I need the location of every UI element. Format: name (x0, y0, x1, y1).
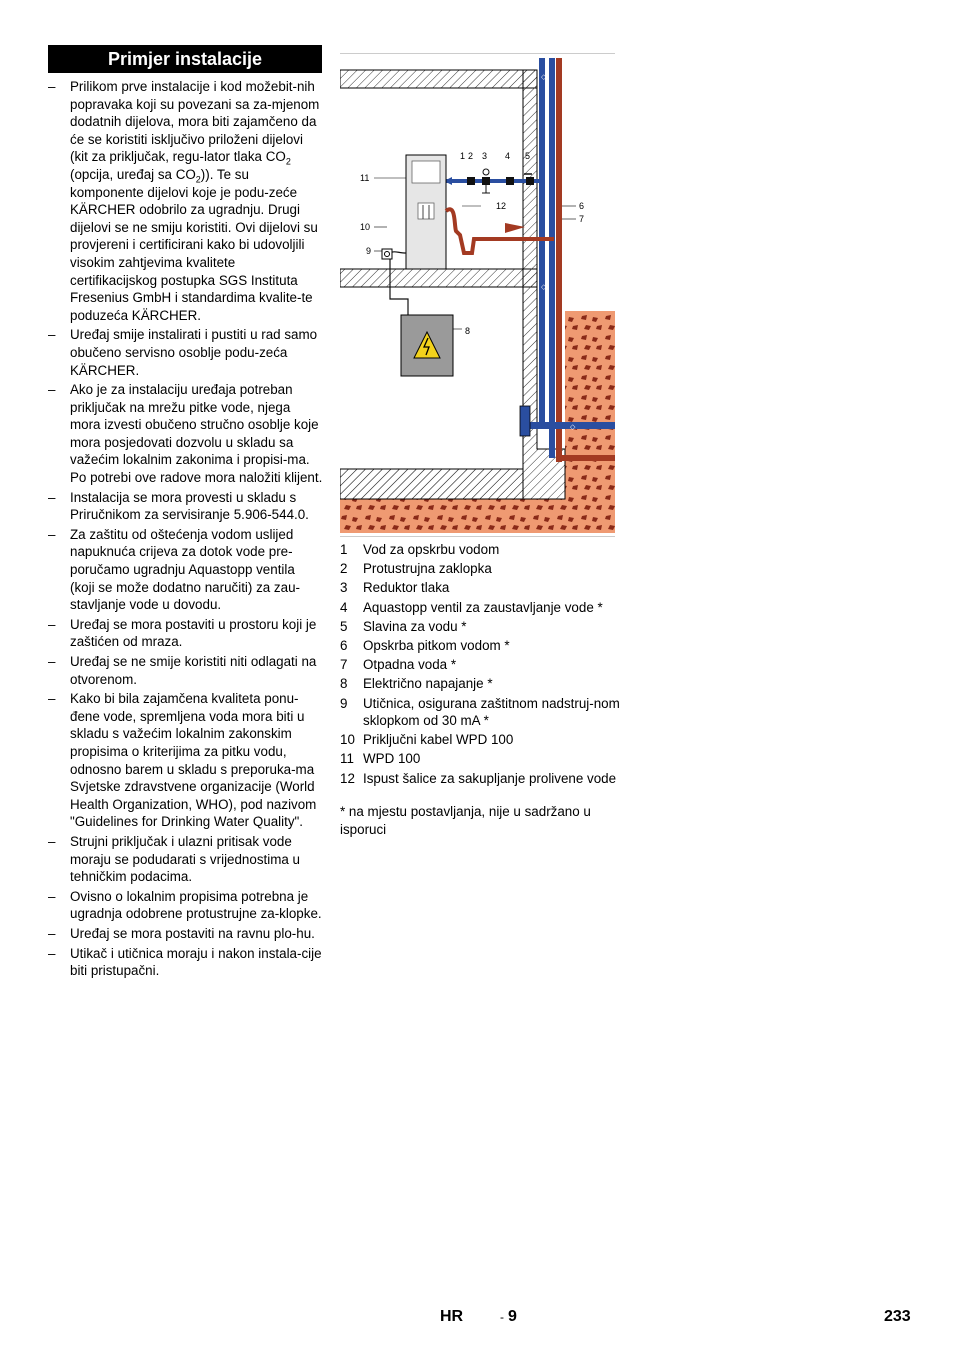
list-item (340, 656, 620, 674)
requirements-list (48, 78, 323, 982)
list-item-text: Ovisno o lokalnim propisima potrebna je ugradnja odobrene protustrujne za-klopke. (70, 888, 322, 922)
callout-9: 9 (366, 246, 372, 256)
legend-text: Priključni kabel WPD 100 (363, 732, 514, 748)
list-item (48, 616, 323, 651)
list-item (48, 78, 323, 324)
list-item-text: Uređaj smije instalirati i pustiti u rad samo obučeno servisno osoblje podu-zeća KÄRCHER. (70, 327, 318, 378)
list-item-text: Instalacija se mora provesti u skladu s Priručnikom za servisiranje 5.906-544.0. (70, 489, 309, 523)
list-item-text: Za zaštitu od oštećenja vodom uslijed napuknuća crijeva za dotok vode pre-poručamo ugradnju Aquastopp ventila (koji se može dodatno naručiti) za zau-stavljanje vode u dovodu. (70, 526, 300, 613)
callout-1: 1 (460, 151, 466, 161)
legend-text: Reduktor tlaka (363, 580, 450, 596)
list-item (340, 695, 620, 730)
list-item (340, 770, 620, 788)
flow-arrow: ◇ (541, 284, 547, 291)
callout-2: 2 (468, 151, 474, 161)
section-page (500, 1308, 517, 1326)
legend-number: 10 (340, 732, 355, 748)
legend-number: 5 (340, 618, 348, 634)
list-item (48, 925, 323, 943)
diagram-legend (340, 541, 620, 838)
callout-7: 7 (579, 214, 585, 224)
legend-text: Slavina za vodu * (363, 618, 467, 634)
list-item-text: Uređaj se ne smije koristiti niti odlagati na otvorenom. (70, 654, 317, 687)
flow-arrow: ◇ (541, 74, 547, 81)
callout-10: 10 (360, 222, 371, 232)
bullet-dash: – (48, 616, 56, 632)
water-tap (526, 177, 534, 185)
list-item-text: Strujni priključak i ulazni pritisak vode moraju se podudarati s vrijednostima u tehničkim podacima. (70, 833, 300, 885)
legend-text: Opskrba pitkom vodom * (363, 637, 510, 653)
bullet-dash: – (48, 382, 56, 398)
legend-number: 7 (340, 657, 348, 673)
bullet-dash: – (48, 833, 56, 849)
legend-text: Protustrujna zaklopka (363, 561, 492, 577)
list-item (48, 945, 323, 980)
callout-3: 3 (482, 151, 488, 161)
list-item (48, 489, 323, 524)
legend-text: Utičnica, osigurana zaštitnom nadstruj-nom sklopkom od 30 mA * (363, 695, 620, 729)
bullet-dash: – (48, 526, 56, 542)
language-code: HR (440, 1308, 464, 1325)
bottom-slab (340, 469, 523, 499)
legend-number: 6 (340, 637, 348, 653)
list-item-text: Uređaj se mora postaviti u prostoru koji je zaštićen od mraza. (70, 616, 317, 650)
section-title: Primjer instalacije (48, 45, 322, 73)
list-item (340, 750, 620, 768)
bullet-dash: – (48, 327, 56, 343)
legend-number: 4 (340, 599, 348, 615)
water-supply-pipe (539, 58, 545, 428)
bullet-dash: – (48, 888, 56, 904)
waste-water-pipe (556, 455, 615, 461)
list-item (48, 381, 323, 487)
list-item-text: Kako bi bila zajamčena kvaliteta ponu-đene vode, spremljena voda mora biti u skladu s važećim lokalnim zakonskim propisima o kriterijima za pitku vodu, odnosno barem u skladu s preporuka-ma Svjetske zdravstvene organizacije (World Health Organization, WHO), pod nazivom "Guidelines for Drinking Water Quality". (70, 691, 317, 830)
water-supply-pipe (549, 58, 555, 458)
list-item-text: (opcija, uređaj sa CO (70, 166, 196, 182)
legend-number: 2 (340, 561, 348, 577)
list-item (340, 731, 620, 749)
footnote: * na mjestu postavljanja, nije u sadržano u isporuci (340, 804, 591, 837)
flow-arrow: ◇ (570, 424, 576, 431)
legend-text: Aquastopp ventil za zaustavljanje vode * (363, 599, 603, 615)
wpd100-panel (412, 161, 440, 183)
soil-bottom (340, 499, 615, 533)
list-item (48, 690, 323, 831)
legend-text: Električno napajanje * (363, 676, 493, 692)
aquastop-valve (506, 177, 514, 185)
list-item (48, 326, 323, 379)
water-supply-pipe (522, 422, 615, 429)
list-item (340, 541, 620, 559)
flow-arrow (505, 223, 525, 233)
legend-number: 9 (340, 695, 348, 711)
page-number: 233 (884, 1308, 911, 1325)
list-item (48, 833, 323, 886)
legend-text: WPD 100 (363, 751, 421, 767)
legend-text: Vod za opskrbu vodom (363, 542, 500, 557)
list-item (340, 675, 620, 693)
bullet-dash: – (48, 925, 56, 941)
bullet-dash: – (48, 79, 56, 94)
section-page-number: 9 (508, 1308, 517, 1325)
list-item (340, 599, 620, 617)
list-item-text: Ako je za instalaciju uređaja potreban priključak na mrežu pitke vode, njega mora izvesti obučeno stručno osoblje koje mora posjedovati dozvolu u skladu sa važećim lokalnim zakonima i propisi-ma. Po potrebi ove radove mora naložiti klijent. (70, 382, 323, 486)
subscript: 2 (285, 157, 291, 168)
page-dash: - (500, 1310, 504, 1324)
callout-8: 8 (465, 326, 471, 336)
pressure-reducer-gauge (483, 169, 489, 175)
legend-number: 12 (340, 770, 355, 786)
callout-11: 11 (360, 173, 370, 183)
list-item (340, 637, 620, 655)
list-item-text: Prilikom prve instalacije i kod možebit-nih popravaka koji su povezani sa za-mjenom dodatnih dijelova, mora biti zajamčeno da će se koristiti isključivo priloženi dijelovi (kit za priključak, regu-lator tlaka CO (70, 79, 320, 165)
legend-text: Ispust šalice za sakupljanje prolivene vode (363, 770, 617, 786)
callout-4: 4 (505, 151, 511, 161)
pressure-reducer (482, 177, 490, 185)
bullet-dash: – (48, 489, 56, 505)
supply-line (440, 179, 541, 183)
legend-text: Otpadna voda * (363, 657, 457, 673)
callout-5: 5 (525, 151, 531, 161)
legend-number: 1 (340, 542, 348, 557)
bullet-dash: – (48, 945, 56, 961)
list-item-text: Utikač i utičnica moraju i nakon instala-cije biti pristupačni. (70, 945, 322, 979)
list-item-text: Uređaj se mora postaviti na ravnu plo-hu. (70, 925, 315, 941)
legend-number: 3 (340, 580, 348, 596)
list-item (340, 618, 620, 636)
backflow-preventer (467, 177, 475, 185)
wpd100-dispenser (418, 203, 434, 219)
waste-water-pipe (556, 58, 562, 462)
legend-number: 11 (340, 751, 354, 767)
drip-tray-drain-hose (446, 209, 554, 253)
water-meter (520, 406, 530, 436)
bullet-dash: – (48, 654, 56, 669)
list-item (48, 888, 323, 923)
bullet-dash: – (48, 691, 56, 707)
list-item (48, 526, 323, 614)
list-item (340, 560, 620, 578)
installation-diagram (340, 53, 615, 537)
callout-12: 12 (496, 201, 507, 211)
legend-number: 8 (340, 676, 348, 692)
subscript: 2 (195, 174, 201, 185)
list-item-text: )). Te su komponente dijelovi koje je podu-zeće KÄRCHER odobrilo za ugradnju. Drugi dijelovi se ne smiju koristiti. Ovi dijelovi su provjereni i certificirani kako bi udovoljili visokim zahtjevima kvalitete certifikacijskog postupka SGS Instituta Fresenius GmbH i standardima kvalite-te poduzeća KÄRCHER. (70, 166, 318, 323)
ceiling-slab (340, 70, 537, 88)
socket (382, 249, 392, 259)
list-item (48, 653, 323, 688)
floor-slab (340, 269, 537, 287)
list-item (340, 579, 620, 597)
callout-6: 6 (579, 201, 585, 211)
